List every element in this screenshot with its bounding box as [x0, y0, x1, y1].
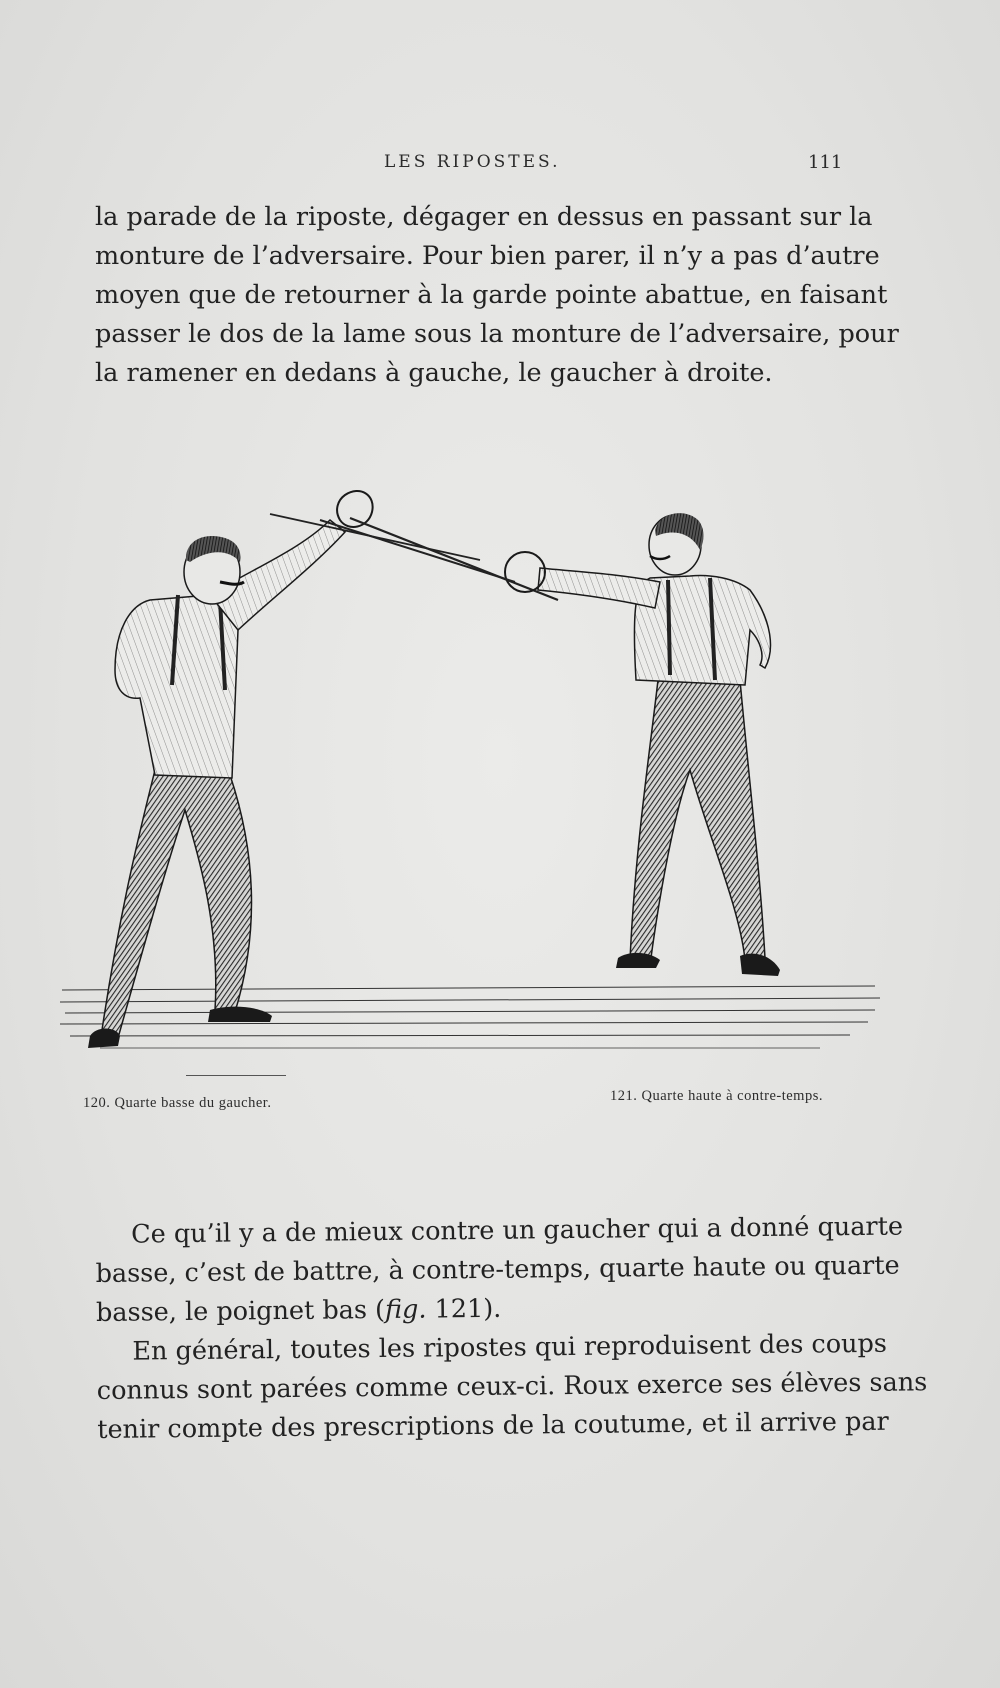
text-line: monture de l’adversaire. Pour bien parer, il n’y a pas d’autre [95, 241, 880, 271]
text-line: basse, c’est de battre, à contre-temps, quarte haute ou quarte [95, 1250, 900, 1289]
figure-caption-121: 121. Quarte haute à contre-temps. [610, 1088, 823, 1104]
fig-reference: fig. [384, 1294, 427, 1325]
text-line: Ce qu’il y a de mieux contre un gaucher qui a donné quarte [131, 1211, 904, 1250]
floor-lines [60, 986, 880, 1048]
paragraph-1 [95, 198, 899, 393]
fencers-engraving [60, 490, 880, 1080]
text-line: tenir compte des prescriptions de la coutume, et il arrive par [97, 1406, 889, 1445]
text-line: connus sont parées comme ceux-ci. Roux exerce ses élèves sans [96, 1367, 928, 1406]
text-run: 121). [426, 1293, 502, 1325]
text-line: la parade de la riposte, dégager en dessus en passant sur la [95, 202, 873, 232]
caption-rule [186, 1075, 286, 1076]
figure-caption-120: 120. Quarte basse du gaucher. [83, 1095, 272, 1111]
page-number: 111 [808, 152, 843, 173]
text-run: basse, le poignet bas ( [95, 1294, 386, 1328]
text-line: la ramener en dedans à gauche, le gaucher à droite. [95, 358, 773, 388]
right-fencer [320, 513, 780, 976]
paragraph-2 [95, 1208, 928, 1450]
text-line: passer le dos de la lame sous la monture de l’adversaire, pour [95, 319, 899, 349]
left-fencer [88, 491, 558, 1048]
text-line: moyen que de retourner à la garde pointe abattue, en faisant [95, 280, 888, 310]
text-line: En général, toutes les ripostes qui reproduisent des coups [132, 1328, 888, 1367]
running-head: LES RIPOSTES. [384, 152, 561, 172]
